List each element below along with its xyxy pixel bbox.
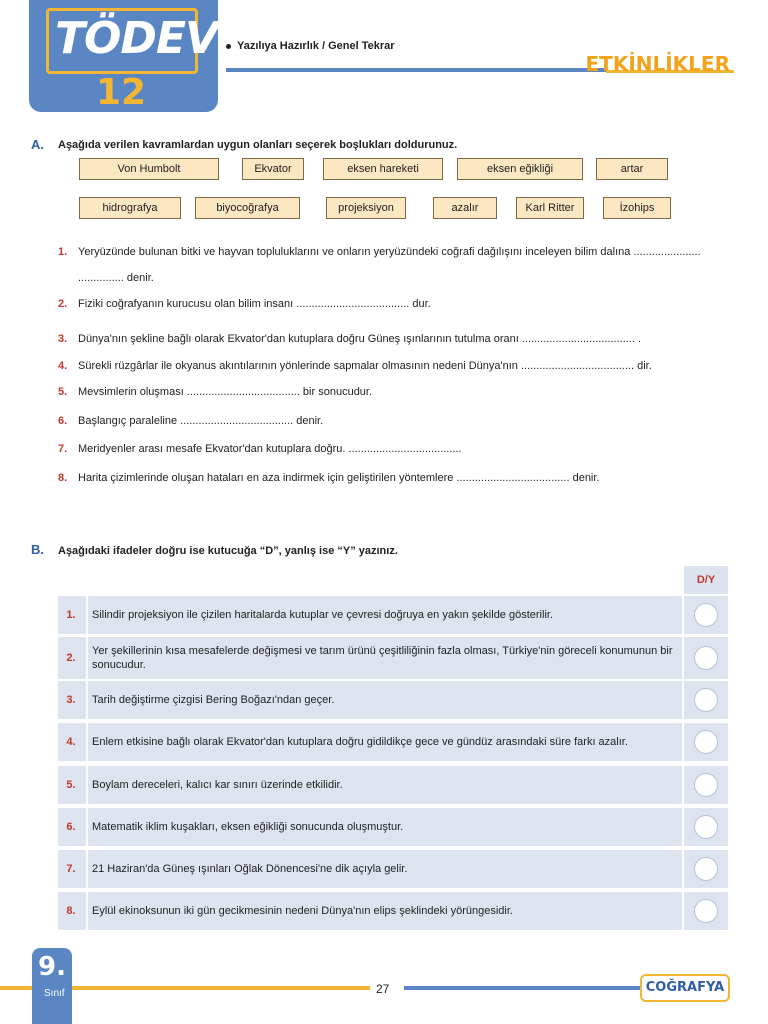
question-item: [58, 472, 600, 484]
question-text: Dünya'nın şekline bağlı olarak Ekvator'dan kutuplara doğru Güneş ışınlarının tutulma oranı ..................................... .: [78, 333, 642, 345]
word-box: artar: [596, 158, 668, 180]
row-separator: [86, 892, 88, 930]
row-statement: Tarih değiştirme çizgisi Bering Boğazı'ndan geçer.: [92, 694, 335, 706]
word-box: eksen hareketi: [323, 158, 443, 180]
row-statement: Enlem etkisine bağlı olarak Ekvator'dan kutuplara doğru gidildikçe gece ve gündüz arasındaki süre farkı azalır.: [92, 736, 628, 748]
question-item: [58, 333, 641, 345]
question-item: [58, 415, 323, 427]
logo-text: TÖDEV: [55, 13, 219, 64]
row-separator: [682, 596, 684, 634]
row-separator: [86, 637, 88, 679]
question-text: Meridyenler arası mesafe Ekvator'dan kutuplara doğru. .....................................: [78, 443, 462, 455]
question-item: [58, 246, 701, 258]
table-row: [58, 637, 728, 679]
row-separator: [682, 892, 684, 930]
row-statement: Eylül ekinoksunun iki gün gecikmesinin nedeni Dünya'nın elips şeklindeki yörüngesidir.: [92, 905, 513, 917]
section-b-label: B.: [31, 542, 44, 557]
row-separator: [86, 596, 88, 634]
section-a-label: A.: [31, 137, 44, 152]
table-row: [58, 766, 728, 804]
question-number: 4.: [58, 360, 68, 372]
row-separator: [86, 808, 88, 846]
row-statement: Matematik iklim kuşakları, eksen eğikliği sonucunda oluşmuştur.: [92, 821, 404, 833]
page-number: 27: [376, 982, 390, 996]
todev-logo: [46, 8, 219, 74]
grade-number: 9.: [38, 952, 66, 982]
grade-label: Sınıf: [44, 988, 65, 999]
question-item: [58, 298, 431, 310]
answer-circle-input[interactable]: [694, 730, 718, 754]
word-box: eksen eğikliği: [457, 158, 583, 180]
row-number: 8.: [66, 905, 76, 917]
answer-circle-input[interactable]: [694, 646, 718, 670]
question-number: 2.: [58, 298, 68, 310]
answer-circle-input[interactable]: [694, 815, 718, 839]
word-box: Karl Ritter: [516, 197, 584, 219]
row-number: 6.: [66, 821, 76, 833]
answer-circle-input[interactable]: [694, 603, 718, 627]
row-separator: [86, 723, 88, 761]
question-number: 5.: [58, 386, 68, 398]
bullet-icon: [226, 44, 231, 49]
section-b-instruction: Aşağıdaki ifadeler doğru ise kutucuğa “D”, yanlış ise “Y” yazınız.: [58, 545, 398, 557]
question-text: Mevsimlerin oluşması ..................................... bir sonucudur.: [78, 386, 373, 398]
question-number: 8.: [58, 472, 68, 484]
row-number: 5.: [66, 779, 76, 791]
word-box: azalır: [433, 197, 497, 219]
row-statement: Silindir projeksiyon ile çizilen haritalarda kutuplar ve çevresi doğruya en yakın şekilde gösterilir.: [92, 609, 554, 621]
header-subtitle: [226, 40, 395, 52]
row-separator: [86, 850, 88, 888]
question-text: Yeryüzünde bulunan bitki ve hayvan topluluklarını ve onların yeryüzündeki coğrafi dağılışını inceleyen bilim dalına ......................: [78, 246, 701, 258]
row-statement: Boylam dereceleri, kalıcı kar sınırı üzerinde etkilidir.: [92, 779, 343, 791]
row-separator: [86, 766, 88, 804]
row-separator: [682, 637, 684, 679]
question-item: [58, 443, 462, 455]
table-row: [58, 808, 728, 846]
word-box: projeksiyon: [326, 197, 406, 219]
row-separator: [682, 723, 684, 761]
question-text: Fiziki coğrafyanın kurucusu olan bilim insanı ..................................... dur.: [78, 298, 431, 310]
question-text: Harita çizimlerinde oluşan hataları en aza indirmek için geliştirilen yöntemlere ..................................... denir.: [78, 472, 600, 484]
table-row: [58, 892, 728, 930]
page-title: ETKİNLİKLER: [585, 52, 730, 76]
table-row: [58, 596, 728, 634]
row-statement: Yer şekillerinin kısa mesafelerde değişmesi ve tarım ürünü çeşitliliğinin fazla olması, Türkiye'nin göreceli konumunun bir sonucudur.: [92, 645, 673, 671]
answer-circle-input[interactable]: [694, 857, 718, 881]
row-number: 1.: [66, 609, 76, 621]
row-number: 7.: [66, 863, 76, 875]
table-row: [58, 681, 728, 719]
answer-circle-input[interactable]: [694, 688, 718, 712]
dy-column-header: D/Y: [684, 566, 728, 594]
question-text: Başlangıç paraleline ..................................... denir.: [78, 415, 324, 427]
question-item: [78, 272, 154, 284]
question-text: ............... denir.: [78, 272, 154, 284]
row-statement: 21 Haziran'da Güneş ışınları Oğlak Dönencesi'ne dik açıyla gelir.: [92, 863, 408, 875]
question-item: [58, 360, 652, 372]
answer-circle-input[interactable]: [694, 899, 718, 923]
row-separator: [86, 681, 88, 719]
table-row: [58, 723, 728, 761]
row-number: 2.: [66, 652, 76, 664]
row-separator: [682, 681, 684, 719]
section-a-instruction: Aşağıda verilen kavramlardan uygun olanları seçerek boşlukları doldurunuz.: [58, 139, 458, 151]
question-number: 6.: [58, 415, 68, 427]
word-box: biyocoğrafya: [195, 197, 300, 219]
row-number: 3.: [66, 694, 76, 706]
header-divider: [226, 68, 606, 72]
row-separator: [682, 808, 684, 846]
logo-number: 12: [96, 72, 147, 113]
answer-circle-input[interactable]: [694, 773, 718, 797]
question-number: 3.: [58, 333, 68, 345]
word-box: Ekvator: [242, 158, 304, 180]
word-box: Von Humbolt: [79, 158, 219, 180]
word-box: İzohips: [603, 197, 671, 219]
question-item: [58, 386, 372, 398]
row-separator: [682, 850, 684, 888]
table-row: [58, 850, 728, 888]
footer-divider-right: [404, 986, 640, 990]
question-number: 7.: [58, 443, 68, 455]
row-number: 4.: [66, 736, 76, 748]
question-number: 1.: [58, 246, 68, 258]
word-box: hidrografya: [79, 197, 181, 219]
question-text: Sürekli rüzgârlar ile okyanus akıntılarının yönlerinde sapmalar olmasının nedeni Dünya'nın ..................................... dir.: [78, 360, 652, 372]
subtitle-text: Yazılıya Hazırlık / Genel Tekrar: [237, 40, 395, 52]
subject-label: COĞRAFYA: [640, 974, 730, 1002]
row-separator: [682, 766, 684, 804]
